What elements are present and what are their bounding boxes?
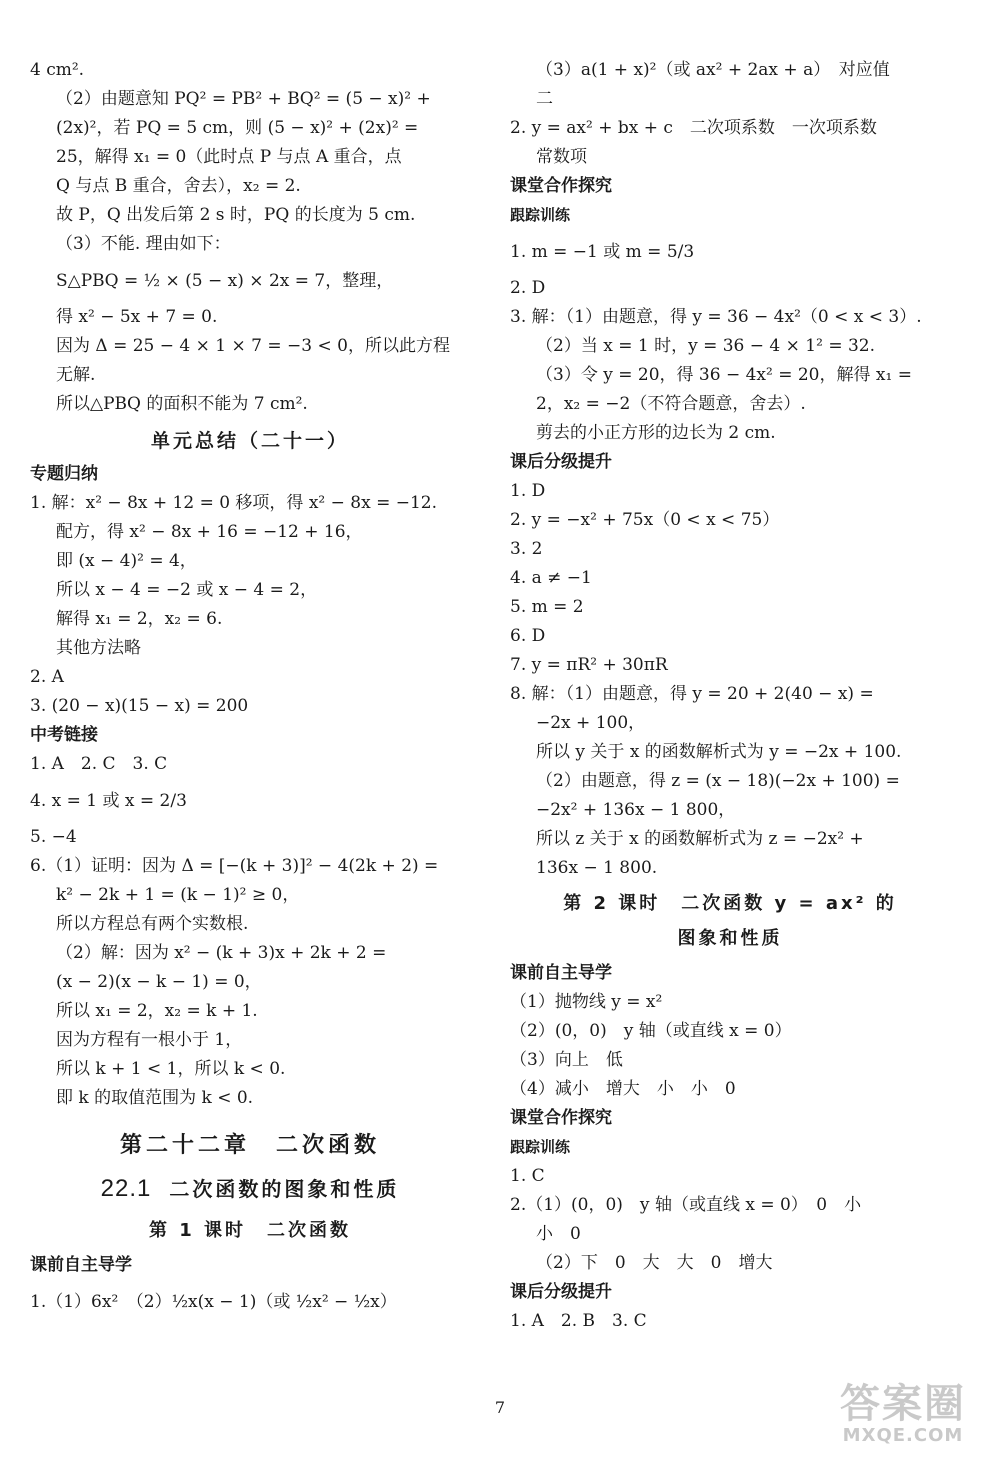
page-number: 7 [494,1398,506,1417]
question-line: 2. D [510,278,546,298]
text-line: （2）解：因为 x² − (k + 3)x + 2k + 2 = [56,943,387,963]
text-line: 所以 z 关于 x 的函数解析式为 z = −2x² + [536,829,864,849]
question-line: 6. D [510,626,546,646]
text-line: 得 x² − 5x + 7 = 0. [56,307,218,327]
question-line: 4. a ≠ −1 [510,568,592,588]
question-line: 1. m = −1 或 m = 5/3 [510,242,695,262]
text-line: 即 k 的取值范围为 k < 0. [56,1088,254,1108]
question-line: 3. 2 [510,539,543,559]
chapter-title: 第二十二章 二次函数 [119,1133,380,1158]
question-line: 1. C [510,1166,545,1186]
watermark-logo [828,1382,978,1446]
watermark-url: MXQE.COM [842,1425,964,1446]
text-line: k² − 2k + 1 = (k − 1)² ≥ 0， [56,885,300,905]
text-line: （1）抛物线 y = x² [510,992,663,1012]
text-line: 常数项 [536,147,587,167]
text-line: （2）当 x = 1 时，y = 36 − 4 × 1² = 32. [536,336,876,356]
question-line: 8. 解：（1）由题意，得 y = 20 + 2(40 − x) = [510,684,874,704]
question-line: 2. y = ax² + bx + c 二次项系数 一次项系数 [510,118,877,138]
text-line: 所以△PBQ 的面积不能为 7 cm². [56,394,308,414]
question-line: 7. y = πR² + 30πR [510,655,668,675]
text-line: 小 0 [536,1224,581,1244]
text-line: 故 P，Q 出发后第 2 s 时，PQ 的长度为 5 cm. [56,205,416,225]
question-line: 6.（1）证明：因为 Δ = [−(k + 3)]² − 4(2k + 2) = [30,856,439,876]
text-line: 2，x₂ = −2（不符合题意，舍去）. [536,394,806,414]
text-line: 所以方程总有两个实数根. [56,914,249,934]
question-line: 4. x = 1 或 x = 2/3 [30,791,187,811]
section-heading: 课后分级提升 [510,452,612,472]
text-line: −2x + 100， [536,713,646,733]
question-line: 1.（1）6x² （2）½x(x − 1)（或 ½x² − ½x） [30,1292,397,1312]
lesson-title: 第 2 课时 二次函数 y = ax² 的 [563,893,897,914]
left-column [30,56,470,1324]
question-line: 5. −4 [30,827,77,847]
question-line: 3. (20 − x)(15 − x) = 200 [30,696,249,716]
text-line: （2）(0，0) y 轴（或直线 x = 0） [510,1021,792,1041]
text-line: 所以 y 关于 x 的函数解析式为 y = −2x + 100. [536,742,902,762]
right-column [510,56,950,1336]
section-heading: 课前自主导学 [30,1255,132,1275]
watermark-text: 答案圈 [840,1381,966,1427]
section-heading: 专题归纳 [30,464,98,484]
text-line: 4 cm². [30,60,85,80]
question-line: 2. A [30,667,64,687]
section-heading: 课后分级提升 [510,1282,612,1302]
section-heading: 中考链接 [30,725,98,745]
section-number: 22.1 [100,1175,152,1202]
lesson-title-continued: 图象和性质 [677,928,783,949]
question-line: 1. A 2. C 3. C [30,754,168,774]
text-line: 其他方法略 [56,638,141,658]
question-line: 1. A 2. B 3. C [510,1311,647,1331]
text-line: 即 (x − 4)² = 4， [56,551,197,571]
text-line: （3）向上 低 [510,1050,623,1070]
text-line: （2）由题意知 PQ² = PB² + BQ² = (5 − x)² + [56,89,431,109]
sub-heading: 跟踪训练 [510,1138,571,1156]
question-line: 1. D [510,481,546,501]
text-line: 25，解得 x₁ = 0（此时点 P 与点 A 重合，点 [56,147,402,167]
section-title [30,1174,470,1204]
text-line: （4）减小 增大 小 小 0 [510,1079,736,1099]
text-line: −2x² + 136x − 1 800， [536,800,736,820]
text-line: 因为方程有一根小于 1， [56,1030,243,1050]
lesson-title: 第 1 课时 二次函数 [148,1220,352,1241]
text-line: （2）下 0 大 大 0 增大 [536,1253,773,1273]
text-line: 无解. [56,365,96,385]
section-heading: 课前自主导学 [510,963,612,983]
text-line: 剪去的小正方形的边长为 2 cm. [536,423,776,443]
text-line: (x − 2)(x − k − 1) = 0， [56,972,262,992]
text-line: （3）令 y = 20，得 36 − 4x² = 20，解得 x₁ = [536,365,912,385]
text-line: 所以 x − 4 = −2 或 x − 4 = 2， [56,580,318,600]
sub-heading: 跟踪训练 [510,206,571,224]
text-line: 所以 x₁ = 2，x₂ = k + 1. [56,1001,258,1021]
text-line: 配方，得 x² − 8x + 16 = −12 + 16， [56,522,363,542]
text-line: （2）由题意，得 z = (x − 18)(−2x + 100) = [536,771,900,791]
question-line: 2.（1）(0，0) y 轴（或直线 x = 0） 0 小 [510,1195,862,1215]
unit-summary-title: 单元总结（二十一） [150,430,349,452]
text-line: 因为 Δ = 25 − 4 × 1 × 7 = −3 < 0，所以此方程 [56,336,450,356]
text-line: （3）a(1 + x)²（或 ax² + 2ax + a） 对应值 [536,60,890,80]
text-line: (2x)²，若 PQ = 5 cm，则 (5 − x)² + (2x)² = [56,118,419,138]
question-line: 2. y = −x² + 75x（0 < x < 75） [510,510,780,530]
section-heading: 课堂合作探究 [510,176,612,196]
question-line: 1. 解：x² − 8x + 12 = 0 移项，得 x² − 8x = −12. [30,493,438,513]
text-line: 解得 x₁ = 2，x₂ = 6. [56,609,223,629]
text-line: 136x − 1 800. [536,858,658,878]
section-name: 二次函数的图象和性质 [169,1177,400,1201]
formula-line: S△PBQ = ½ × (5 − x) × 2x = 7，整理， [56,271,394,291]
text-line: 所以 k + 1 < 1，所以 k < 0. [56,1059,286,1079]
text-line: 二 [536,89,553,109]
section-heading: 课堂合作探究 [510,1108,612,1128]
question-line: 5. m = 2 [510,597,584,617]
question-line: 3. 解：（1）由题意，得 y = 36 − 4x²（0 < x < 3）. [510,307,922,327]
text-line: Q 与点 B 重合，舍去），x₂ = 2. [56,176,301,196]
text-line: （3）不能. 理由如下： [56,234,231,254]
